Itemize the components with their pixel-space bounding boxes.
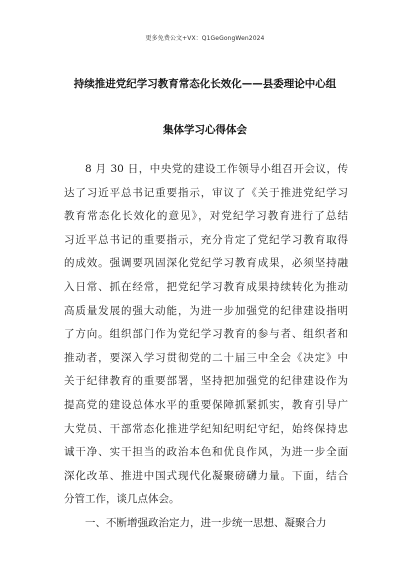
paragraph-line: 8 月 30 日，中央党的建设工作领导小组召开会议，传 — [85, 163, 348, 175]
paragraph-line: 高质量发展的强大动能，为进一步加强党的纪律建设指明 — [64, 304, 348, 317]
paragraph-line: 教育常态化长效化的意见》，对党纪学习教育进行了总结 — [64, 210, 348, 223]
paragraph-line: 的成效。强调要巩固深化党纪学习教育成果，必须坚持融 — [64, 257, 348, 270]
paragraph-line: 提高党的建设总体水平的重要保障抓紧抓实，教育引导广 — [64, 398, 348, 411]
paragraph-line: 诚干净、实干担当的政治本色和优良作风，为进一步全面 — [64, 446, 348, 459]
paragraph-line: 分管工作，谈几点体会。 — [64, 493, 180, 506]
paragraph-line: 深化改革、推进中国式现代化凝聚磅礴力量。下面，结合 — [64, 469, 348, 482]
header-note: 更多免费公文+VX：Q1GeGongWen2024 — [145, 35, 265, 42]
document-title-line-1: 持续推进党纪学习教育常态化长效化——县委理论中心组 — [73, 78, 337, 90]
paragraph-line: 习近平总书记的重要指示，充分肯定了党纪学习教育取得 — [64, 233, 348, 246]
paragraph-line: 关于纪律教育的重要部署，坚持把加强党的纪律建设作为 — [64, 375, 348, 388]
paragraph-line: 了方向。组织部门作为党纪学习教育的参与者、组织者和 — [64, 328, 348, 341]
paragraph-line: 入日常、抓在经常，把党纪学习教育成果持续转化为推动 — [64, 280, 348, 293]
section-heading: 一、不断增强政治定力，进一步统一思想、凝聚合力 — [85, 516, 327, 529]
document-body — [64, 158, 348, 536]
paragraph-line: 推动者，要深入学习贯彻党的二十届三中全会《决定》中 — [64, 351, 348, 364]
document-title-line-2: 集体学习心得体会 — [163, 124, 247, 136]
paragraph-line: 大党员、干部常态化推进学纪知纪明纪守纪，始终保持忠 — [64, 422, 348, 435]
paragraph-line: 达了习近平总书记重要指示，审议了《关于推进党纪学习 — [64, 186, 348, 199]
